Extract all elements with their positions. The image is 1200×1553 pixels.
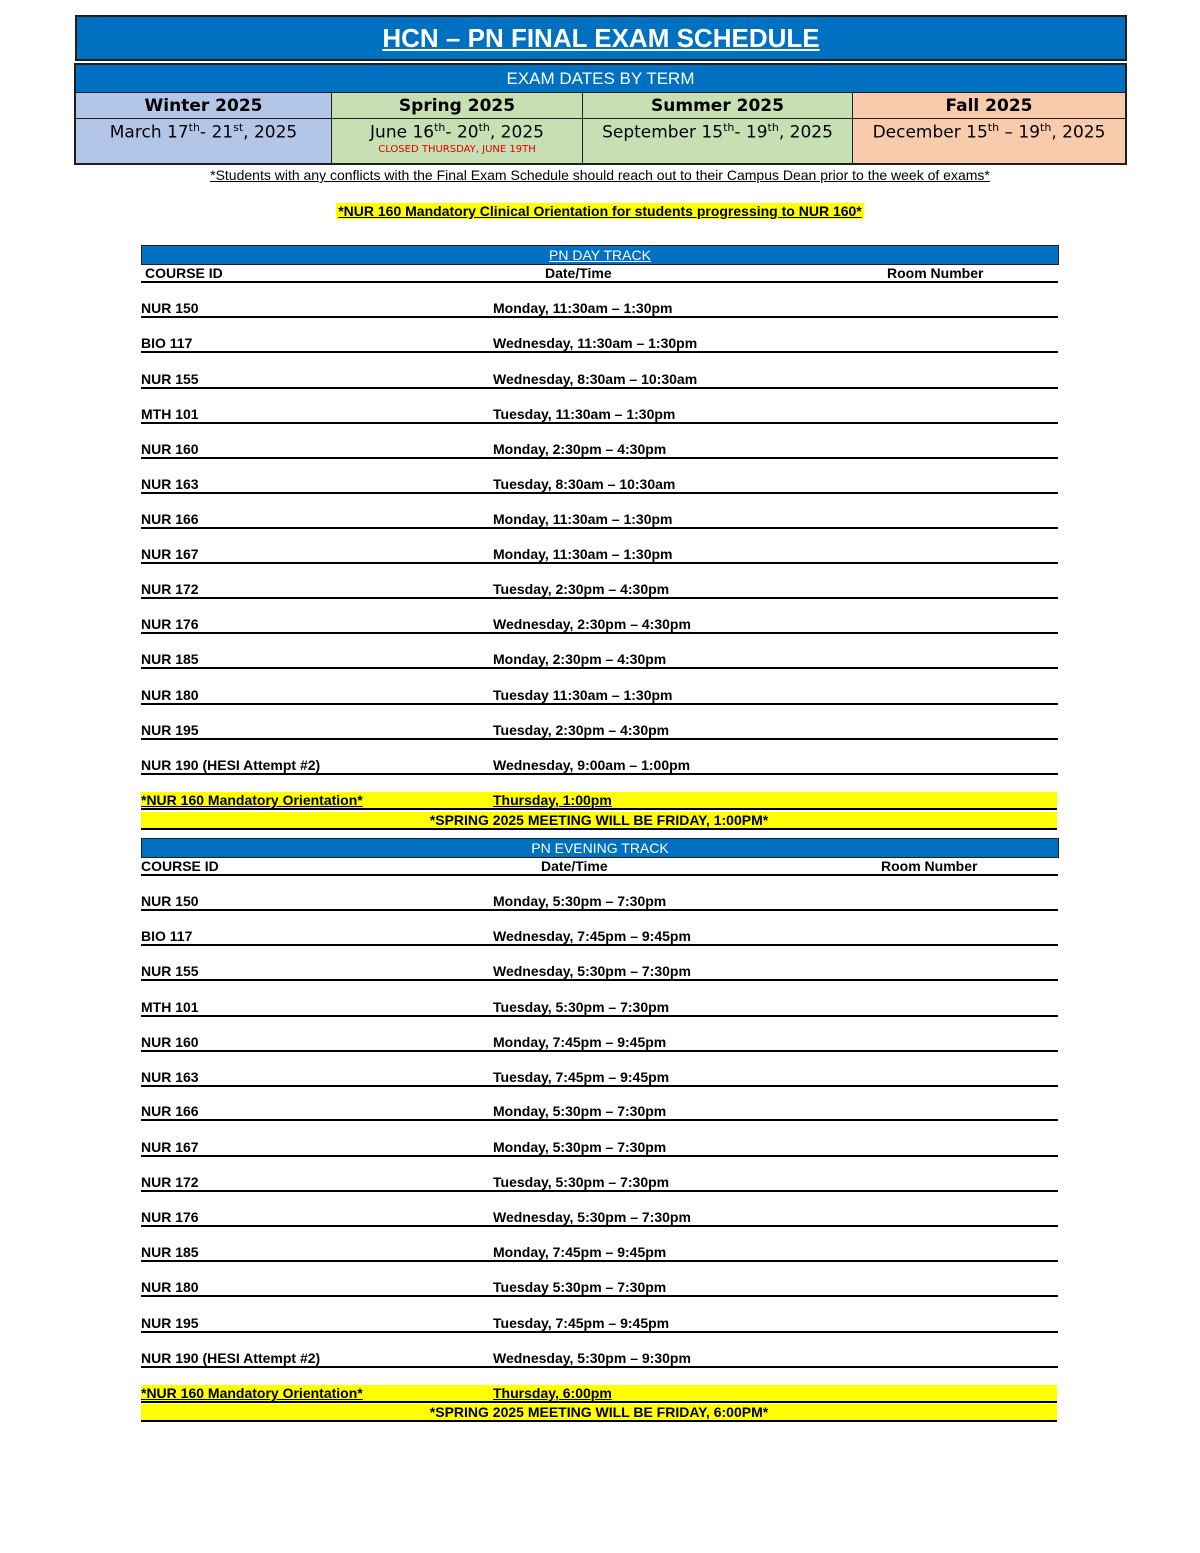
table-row: BIO 117 Wednesday, 11:30am – 1:30pm (141, 335, 1058, 353)
term-summer (583, 93, 853, 163)
conflict-note: *Students with any conflicts with the Final Exam Schedule should reach out to their Campus Dean prior to the week of exams* (210, 167, 990, 183)
evening-meeting-note: *SPRING 2025 MEETING WILL BE FRIDAY, 6:00PM* (141, 1404, 1057, 1422)
col-course-id: COURSE ID (141, 858, 219, 874)
table-row: NUR 172 Tuesday, 2:30pm – 4:30pm (141, 581, 1058, 599)
table-row: NUR 172 Tuesday, 5:30pm – 7:30pm (141, 1174, 1058, 1192)
table-row: NUR 160 Monday, 7:45pm – 9:45pm (141, 1034, 1058, 1052)
term-dates: September 15th- 19th, 2025 (602, 121, 833, 143)
table-row: NUR 166 Monday, 11:30am – 1:30pm (141, 511, 1058, 529)
table-row: NUR 163 Tuesday, 7:45pm – 9:45pm (141, 1069, 1058, 1087)
table-row: MTH 101 Tuesday, 5:30pm – 7:30pm (141, 999, 1058, 1017)
col-room-number: Room Number (887, 265, 984, 281)
table-row: MTH 101 Tuesday, 11:30am – 1:30pm (141, 406, 1058, 424)
col-date-time: Date/Time (541, 858, 608, 874)
table-row: NUR 176 Wednesday, 5:30pm – 7:30pm (141, 1209, 1058, 1227)
table-row: NUR 155 Wednesday, 8:30am – 10:30am (141, 371, 1058, 389)
term-name: Winter 2025 (76, 93, 331, 119)
col-date-time: Date/Time (545, 265, 612, 281)
table-row: NUR 185 Monday, 2:30pm – 4:30pm (141, 651, 1058, 669)
exam-dates-table (74, 63, 1127, 165)
term-winter (76, 93, 332, 163)
table-row: NUR 190 (HESI Attempt #2) Wednesday, 9:00am – 1:00pm (141, 757, 1058, 775)
table-row: NUR 195 Tuesday, 7:45pm – 9:45pm (141, 1315, 1058, 1333)
table-row: NUR 180 Tuesday 11:30am – 1:30pm (141, 687, 1058, 705)
table-row: NUR 150 Monday, 5:30pm – 7:30pm (141, 893, 1058, 911)
table-row: BIO 117 Wednesday, 7:45pm – 9:45pm (141, 928, 1058, 946)
orientation-note: *NUR 160 Mandatory Clinical Orientation for students progressing to NUR 160* (338, 203, 862, 219)
term-fall (853, 93, 1125, 163)
page-title: HCN – PN FINAL EXAM SCHEDULE (382, 22, 820, 53)
day-track-header: PN DAY TRACK (141, 245, 1059, 265)
term-closed-note: CLOSED THURSDAY, JUNE 19TH (378, 143, 536, 155)
table-row: NUR 185 Monday, 7:45pm – 9:45pm (141, 1244, 1058, 1262)
table-row: NUR 163 Tuesday, 8:30am – 10:30am (141, 476, 1058, 494)
term-name: Spring 2025 (332, 93, 582, 119)
table-row: NUR 195 Tuesday, 2:30pm – 4:30pm (141, 722, 1058, 740)
evening-orientation-row: *NUR 160 Mandatory Orientation* Thursday, 6:00pm (141, 1385, 1057, 1403)
term-name: Summer 2025 (583, 93, 852, 119)
table-row: NUR 166 Monday, 5:30pm – 7:30pm (141, 1103, 1058, 1121)
table-row: NUR 150 Monday, 11:30am – 1:30pm (141, 300, 1058, 318)
page-title-bar (75, 15, 1127, 61)
term-dates: March 17th- 21st, 2025 (109, 121, 298, 143)
table-row: NUR 167 Monday, 11:30am – 1:30pm (141, 546, 1058, 564)
day-orientation-row: *NUR 160 Mandatory Orientation* Thursday, 1:00pm (141, 792, 1057, 810)
table-row: NUR 180 Tuesday 5:30pm – 7:30pm (141, 1279, 1058, 1297)
term-dates: December 15th – 19th, 2025 (872, 121, 1106, 143)
table-row: NUR 176 Wednesday, 2:30pm – 4:30pm (141, 616, 1058, 634)
term-name: Fall 2025 (853, 93, 1125, 119)
evening-column-headers (141, 858, 1058, 876)
day-column-headers (141, 265, 1058, 283)
term-dates: June 16th- 20th, 2025 CLOSED THURSDAY, JUNE 19TH (370, 121, 544, 155)
table-row: NUR 190 (HESI Attempt #2) Wednesday, 5:30pm – 9:30pm (141, 1350, 1058, 1368)
terms-grid (76, 93, 1125, 163)
table-row: NUR 160 Monday, 2:30pm – 4:30pm (141, 441, 1058, 459)
table-row: NUR 167 Monday, 5:30pm – 7:30pm (141, 1139, 1058, 1157)
table-row: NUR 155 Wednesday, 5:30pm – 7:30pm (141, 963, 1058, 981)
exam-dates-header: EXAM DATES BY TERM (76, 65, 1125, 93)
term-spring (332, 93, 583, 163)
col-course-id: COURSE ID (145, 265, 223, 281)
day-meeting-note: *SPRING 2025 MEETING WILL BE FRIDAY, 1:00PM* (141, 812, 1057, 830)
col-room-number: Room Number (881, 858, 978, 874)
evening-track-header: PN EVENING TRACK (141, 838, 1059, 858)
